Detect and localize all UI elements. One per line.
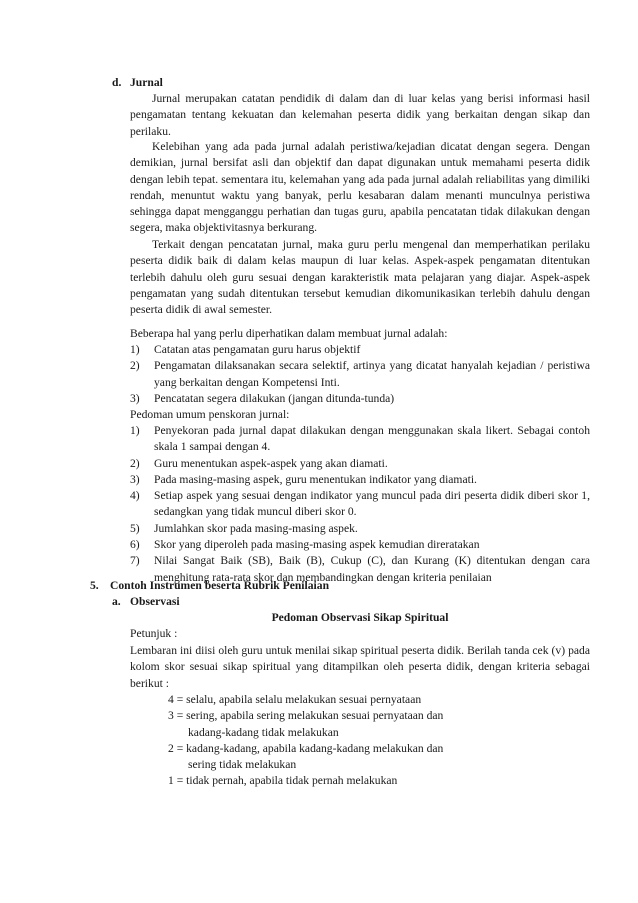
list-number: 5) [130, 521, 140, 535]
instructions-text: Lembaran ini diisi oleh guru untuk menilai sikap spiritual peserta didik. Berilah tanda cek (v) pada kolom skor sesuai sikap spiritual yang ditampilkan oleh peserta didik, dengan kriteria sebagai berikut : [130, 644, 590, 690]
list-item [130, 358, 590, 391]
list-number: 1) [130, 424, 140, 437]
section-5-marker: 5. [90, 579, 99, 592]
subsection-a-marker: a. [112, 595, 121, 608]
section-d-marker: d. [112, 76, 122, 89]
list2-intro: Pedoman umum penskoran jurnal: [130, 408, 290, 421]
list-text: Penyekoran pada jurnal dapat dilakukan dengan menggunakan skala likert. Sebagai contoh skala 1 sampai dengan 4. [154, 424, 590, 454]
list2 [130, 423, 590, 586]
list-text: Skor yang diperoleh pada masing-masing aspek kemudian direratakan [154, 538, 480, 552]
criteria-line: 3 = sering, apabila sering melakukan sesuai pernyataan dan [168, 709, 444, 723]
list-text: Catatan atas pengamatan guru harus objektif [154, 343, 361, 356]
list1-intro: Beberapa hal yang perlu diperhatikan dalam membuat jurnal adalah: [130, 327, 448, 340]
criteria-line-continued: kadang-kadang tidak melakukan [188, 725, 339, 739]
list-text: Setiap aspek yang sesuai dengan indikator yang muncul pada diri peserta didik diberi skor 1, sedangkan yang tidak muncul diberi skor 0. [154, 489, 590, 519]
form-title: Pedoman Observasi Sikap Spiritual [271, 611, 449, 624]
jurnal-paragraph-1: Jurnal merupakan catatan pendidik di dalam dan di luar kelas yang berisi informasi hasil pengamatan tentang kekuatan dan kelemahan peserta didik yang berkaitan dengan sikap dan perilaku. [130, 92, 590, 138]
list1 [130, 342, 590, 407]
list-item [130, 391, 590, 407]
section-d-title: Jurnal [130, 76, 163, 89]
list-item [130, 537, 590, 553]
criteria-line: 2 = kadang-kadang, apabila kadang-kadang melakukan dan [168, 741, 444, 755]
subsection-a-title: Observasi [130, 595, 180, 608]
list-item [130, 521, 590, 537]
criteria-list [168, 692, 588, 790]
list-number: 4) [130, 489, 140, 503]
criteria-line: 4 = selalu, apabila selalu melakukan sesuai pernyataan [168, 693, 422, 706]
list-text: Pada masing-masing aspek, guru menentukan indikator yang diamati. [154, 472, 477, 486]
list-number: 7) [130, 554, 140, 568]
list-text: Guru menentukan aspek-aspek yang akan diamati. [154, 456, 388, 470]
list-number: 3) [130, 391, 140, 405]
list-text: Nilai Sangat Baik (SB), Baik (B), Cukup (C), dan Kurang (K) ditentukan dengan cara menghitung rata-rata skor dan membandingkan dengan kriteria penilaian [154, 554, 590, 584]
criteria-item [168, 741, 588, 774]
criteria-item [168, 773, 588, 789]
criteria-line-continued: sering tidak melakukan [188, 758, 297, 772]
list-text: Jumlahkan skor pada masing-masing aspek. [154, 521, 358, 535]
list-number: 2) [130, 456, 140, 470]
list-item [130, 488, 590, 521]
section-5-title: Contoh Instrumen beserta Rubrik Penilaian [110, 579, 330, 592]
list-item [130, 472, 590, 488]
criteria-line: 1 = tidak pernah, apabila tidak pernah melakukan [168, 774, 398, 788]
list-item [130, 342, 590, 358]
list-number: 2) [130, 359, 140, 373]
list-text: Pengamatan dilaksanakan secara selektif, artinya yang dicatat hanyalah kejadian / peristiwa yang berkaitan dengan Kompetensi Inti. [154, 359, 590, 389]
instructions-label: Petunjuk : [130, 627, 178, 640]
list-number: 3) [130, 472, 140, 486]
jurnal-paragraph-2: Kelebihan yang ada pada jurnal adalah peristiwa/kejadian dicatat dengan segera. Dengan demikian, jurnal bersifat asli dan objektif dan dapat digunakan untuk memahami peserta didik dengan lebih tepat. sementara itu, kelemahan yang ada pada jurnal adalah reliabilitas yang dimiliki rendah, menuntut waktu yang banyak, perlu kesabaran dalam menanti munculnya peristiwa sehingga dapat mengganggu perhatian dan tugas guru, apabila pencatatan tidak dilakukan dengan segera, maka objektivitasnya berkurang. [130, 140, 590, 235]
list-text: Pencatatan segera dilakukan (jangan ditunda-tunda) [154, 391, 395, 405]
list-item [130, 423, 590, 456]
list-number: 1) [130, 343, 140, 356]
list-item [130, 456, 590, 472]
jurnal-paragraph-3: Terkait dengan pencatatan jurnal, maka guru perlu mengenal dan memperhatikan perilaku peserta didik baik di dalam kelas maupun di luar kelas. Aspek-aspek pengamatan ditentukan terlebih dahulu oleh guru sesuai dengan karakteristik mata pelajaran yang diajar. Aspek-aspek pengamatan yang sudah ditentukan tersebut kemudian dikomunikasikan terlebih dahulu dengan peserta didik di awal semester. [130, 238, 590, 317]
criteria-item [168, 708, 588, 741]
criteria-item [168, 692, 588, 708]
list-number: 6) [130, 538, 140, 552]
